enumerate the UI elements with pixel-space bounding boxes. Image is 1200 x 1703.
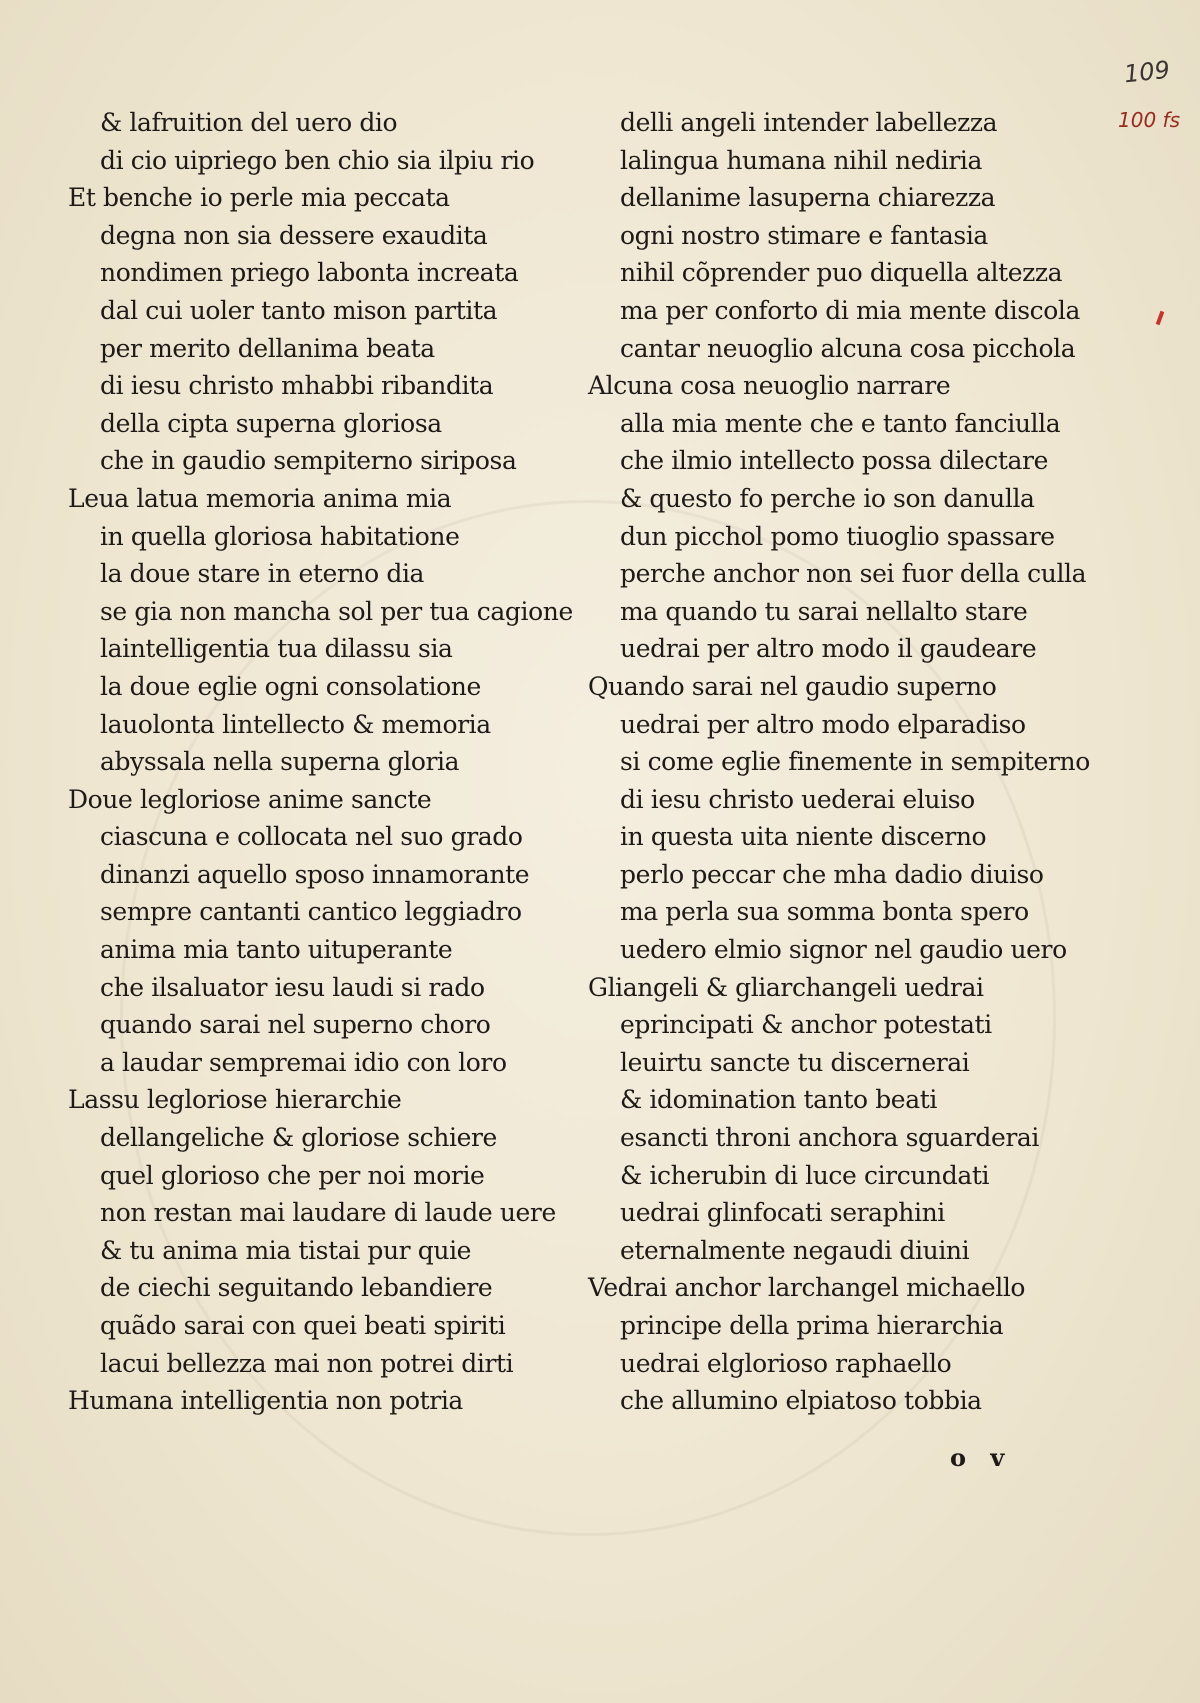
right-column-line: leuirtu sancte tu discernerai [620,1047,970,1077]
left-column-line: dal cui uoler tanto mison partita [100,295,498,325]
left-column-line: della cipta superna gloriosa [100,408,442,438]
right-column-line: uedrai elglorioso raphaello [620,1348,952,1378]
left-column-line: ciascuna e collocata nel suo grado [100,822,523,852]
left-column-line: degna non sia dessere exaudita [100,220,488,250]
right-column-line: eprincipati & anchor potestati [620,1010,992,1040]
red-ink-mark [1156,311,1165,326]
left-column-line: nondimen priego labonta increata [100,258,519,288]
left-column-line: che in gaudio sempiterno siriposa [100,446,517,476]
left-column-line: quando sarai nel superno choro [100,1010,491,1040]
right-text-column [588,104,1090,1420]
right-column-line: uedrai per altro modo il gaudeare [620,634,1037,664]
left-column-line: & tu anima mia tistai pur quie [100,1235,472,1265]
right-column-line: alla mia mente che e tanto fanciulla [620,408,1061,438]
left-column-line: quel glorioso che per noi morie [100,1160,485,1190]
right-column-line: si come eglie finemente in sempiterno [620,747,1090,777]
left-column-line: laintelligentia tua dilassu sia [100,634,453,664]
right-column-line: di iesu christo uederai eluiso [620,784,975,814]
right-column-line: dellanime lasuperna chiarezza [620,183,996,213]
left-column-line: Humana intelligentia non potria [68,1386,463,1416]
left-column-line: la doue eglie ogni consolatione [100,671,481,701]
left-column-line: Lassu legloriose hierarchie [68,1085,402,1115]
left-column-line: abyssala nella superna gloria [100,747,460,777]
handwritten-annotation: 100 fs [1118,108,1180,132]
left-column-line: lacui bellezza mai non potrei dirti [100,1348,514,1378]
left-column-line: sempre cantanti cantico leggiadro [100,897,522,927]
right-column-line: Alcuna cosa neuoglio narrare [588,371,951,401]
right-column-line: eternalmente negaudi diuini [620,1235,970,1265]
right-column-line: principe della prima hierarchia [620,1311,1004,1340]
right-column-line: dun picchol pomo tiuoglio spassare [620,521,1055,551]
right-column-line: ma perla sua somma bonta spero [620,897,1029,927]
right-column-line: perlo peccar che mha dadio diuiso [620,859,1044,889]
right-column-line: ma per conforto di mia mente discola [620,295,1080,325]
right-column-line: Vedrai anchor larchangel michaello [588,1273,1026,1303]
right-column-line: uedero elmio signor nel gaudio uero [620,935,1067,965]
left-column-line: lauolonta lintellecto & memoria [100,709,491,739]
left-column-line: la doue stare in eterno dia [100,559,425,589]
left-column-line: se gia non mancha sol per tua cagione [100,596,573,626]
right-column-line: & idomination tanto beati [620,1085,937,1115]
left-column-line: non restan mai laudare di laude uere [100,1198,556,1228]
left-column-line: per merito dellanima beata [100,333,435,363]
right-column-line: Quando sarai nel gaudio superno [588,671,997,701]
right-column-line: nihil cõprender puo diquella altezza [620,258,1063,288]
right-column-line: ogni nostro stimare e fantasia [620,220,988,250]
signature-mark: o v [950,1443,1013,1472]
right-column-line: perche anchor non sei fuor della culla [620,559,1087,589]
right-column-line: cantar neuoglio alcuna cosa picchola [620,333,1076,363]
left-column-line: di iesu christo mhabbi ribandita [100,371,494,401]
left-column-line: a laudar sempremai idio con loro [100,1047,507,1077]
left-column-line: Doue legloriose anime sancte [68,784,432,814]
right-column-line: in questa uita niente discerno [620,822,987,852]
right-column-line: & questo fo perche io son danulla [620,483,1035,513]
right-column-line: che allumino elpiatoso tobbia [620,1386,982,1416]
left-column-line: Leua latua memoria anima mia [68,483,452,513]
left-column-line: anima mia tanto uituperante [100,935,453,965]
left-column-line: in quella gloriosa habitatione [100,521,460,551]
left-column-line: de ciechi seguitando lebandiere [100,1273,493,1303]
right-column-line: & icherubin di luce circundati [620,1160,990,1190]
left-column-line: dinanzi aquello sposo innamorante [100,859,530,889]
left-text-column [68,104,573,1420]
left-column-line: quãdo sarai con quei beati spiriti [100,1311,506,1340]
right-column-line: uedrai per altro modo elparadiso [620,709,1026,739]
right-column-line: esancti throni anchora sguarderai [620,1123,1040,1153]
left-column-line: dellangeliche & gloriose schiere [100,1123,497,1153]
left-column-line: Et benche io perle mia peccata [68,183,450,213]
right-column-line: che ilmio intellecto possa dilectare [620,446,1048,476]
left-column-line: di cio uipriego ben chio sia ilpiu rio [100,145,535,175]
right-column-line: ma quando tu sarai nellalto stare [620,596,1028,626]
left-column-line: che ilsaluator iesu laudi si rado [100,972,485,1002]
folio-number-annotation: 109 [1122,55,1172,89]
right-column-line: Gliangeli & gliarchangeli uedrai [588,972,984,1002]
right-column-line: delli angeli intender labellezza [620,108,998,137]
left-column-line: & lafruition del uero dio [100,108,398,137]
right-column-line: lalingua humana nihil nediria [620,145,982,175]
right-column-line: uedrai glinfocati seraphini [620,1198,945,1228]
